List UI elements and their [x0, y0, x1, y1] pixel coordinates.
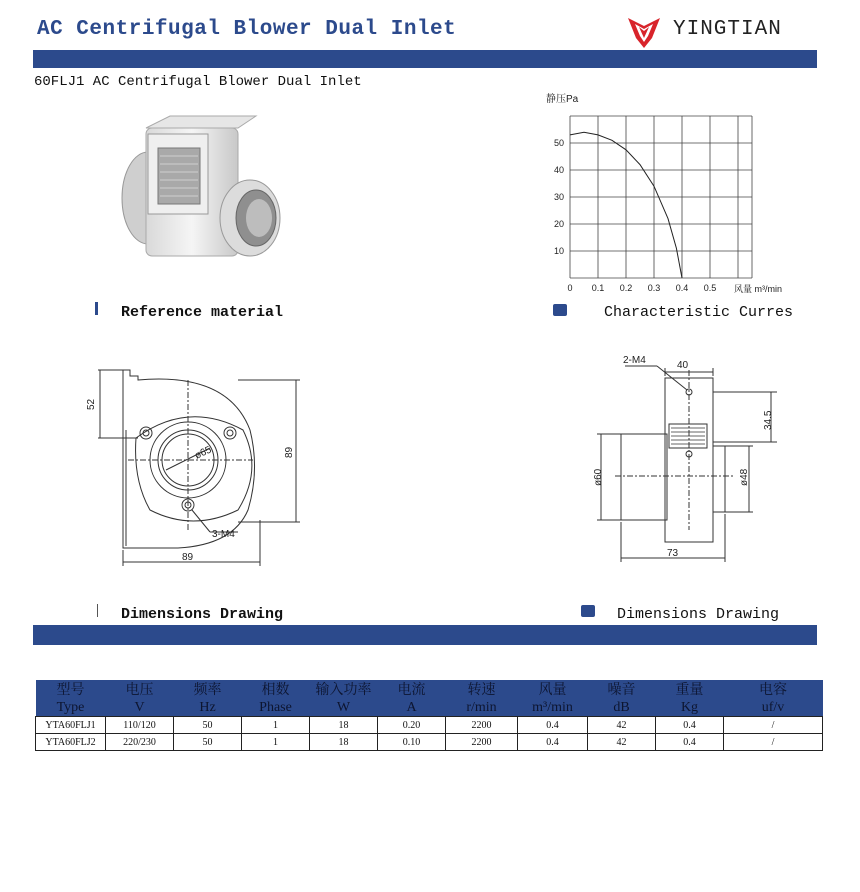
table-cell: 0.20: [378, 717, 446, 734]
table-cell: 110/120: [106, 717, 174, 734]
table-cell: 220/230: [106, 734, 174, 751]
table-cell: 42: [588, 734, 656, 751]
table-header-zh: 电压: [125, 683, 154, 698]
divider-bar: [33, 625, 817, 645]
dim-89-bottom: 89: [182, 552, 194, 563]
table-cell: 1: [242, 734, 310, 751]
table-cell: 0.4: [656, 734, 724, 751]
table-cell: 0.4: [518, 734, 588, 751]
table-header-en: dB: [613, 700, 630, 715]
dim-40: 40: [677, 360, 689, 371]
dimensions-drawing-right-label: Dimensions Drawing: [617, 606, 780, 623]
table-cell: 0.10: [378, 734, 446, 751]
dimensions-right-marker: [581, 605, 595, 617]
chart-x-tick-label: 0.1: [591, 283, 605, 293]
table-header-zh: 输入功率: [315, 683, 372, 698]
table-cell: 18: [310, 734, 378, 751]
dim-89-side: 89: [284, 446, 295, 458]
table-header-cell: [378, 680, 446, 717]
table-header-en: m³/min: [532, 700, 573, 715]
table-header-zh: 风量: [538, 683, 567, 698]
table-header-en: Phase: [259, 700, 292, 715]
table-header-en: Type: [56, 700, 85, 715]
table-header-cell: [106, 680, 174, 717]
table-row: [36, 717, 823, 734]
table-header-zh: 重量: [675, 683, 704, 698]
table-header-cell: [36, 680, 106, 717]
table-header-en: A: [406, 700, 417, 715]
side-view-drawing: [585, 350, 785, 575]
table-cell: 18: [310, 717, 378, 734]
table-row: [36, 734, 823, 751]
table-cell: 42: [588, 717, 656, 734]
blower-photo: [108, 108, 288, 278]
characteristic-curves-label: Characteristic Curres: [604, 304, 794, 321]
reference-marker: [95, 302, 98, 315]
table-header-en: Kg: [680, 700, 699, 715]
table-header-row: [36, 680, 823, 717]
reference-material-label: Reference material: [121, 304, 284, 321]
dim-34-5: 34.5: [763, 410, 774, 430]
table-header-zh: 型号: [56, 683, 85, 698]
dimensions-left-marker: [97, 604, 98, 617]
table-header-cell: [310, 680, 378, 717]
dim-73: 73: [667, 548, 679, 559]
table-cell: 2200: [446, 717, 518, 734]
table-cell: 0.4: [656, 717, 724, 734]
table-header-zh: 噪音: [607, 683, 636, 698]
table-cell: YTA60FLJ2: [36, 734, 106, 751]
table-cell: 0.4: [518, 717, 588, 734]
characteristic-marker: [553, 304, 567, 316]
table-header-zh: 相数: [261, 683, 290, 698]
page-title: AC Centrifugal Blower Dual Inlet: [37, 18, 457, 41]
chart-x-tick-label: 0.2: [619, 283, 633, 293]
table-header-cell: [588, 680, 656, 717]
spec-table: [35, 680, 823, 751]
chart-x-tick-label: 0.3: [647, 283, 661, 293]
table-cell: /: [724, 734, 823, 751]
chart-y-ticks: [554, 138, 564, 256]
table-header-cell: [446, 680, 518, 717]
yingtian-logo-icon: [624, 12, 664, 52]
table-header-zh: 转速: [467, 683, 496, 698]
table-header-cell: [518, 680, 588, 717]
table-header-cell: [724, 680, 823, 717]
table-cell: 50: [174, 734, 242, 751]
chart-y-tick-label: 20: [553, 219, 564, 229]
dim-phi65: ø65: [193, 444, 214, 462]
chart-x-tick-label: 0: [567, 283, 573, 293]
table-header-zh: 电流: [397, 683, 426, 698]
dim-3m4: 3-M4: [212, 529, 235, 540]
chart-x-tick-label: 0.4: [675, 283, 689, 293]
chart-y-tick-label: 30: [553, 192, 564, 202]
dimensions-drawing-left-label: Dimensions Drawing: [121, 606, 284, 623]
characteristic-chart: [538, 88, 800, 298]
product-subtitle: 60FLJ1 AC Centrifugal Blower Dual Inlet: [34, 74, 362, 90]
table-header-en: V: [134, 700, 145, 715]
table-header-cell: [174, 680, 242, 717]
chart-y-tick-label: 40: [553, 165, 564, 175]
table-header-en: W: [336, 700, 351, 715]
dim-phi60: ø60: [593, 468, 604, 486]
table-cell: 2200: [446, 734, 518, 751]
chart-x-tick-label: 0.5: [703, 283, 717, 293]
table-header-zh: 电容: [759, 683, 787, 698]
chart-y-tick-label: 10: [553, 246, 564, 256]
table-header-en: r/min: [466, 700, 497, 715]
table-cell: 50: [174, 717, 242, 734]
table-header-en: Hz: [199, 700, 216, 715]
table-header-zh: 频率: [193, 683, 222, 698]
table-cell: 1: [242, 717, 310, 734]
chart-grid: [570, 116, 752, 278]
dim-phi48: ø48: [739, 468, 750, 486]
chart-y-tick-label: 50: [553, 138, 564, 148]
header-bar: [33, 50, 817, 68]
dim-2m4: 2-M4: [623, 355, 646, 366]
dim-52: 52: [86, 398, 97, 410]
table-header-en: uf/v: [761, 700, 785, 715]
brand-name: YINGTIAN: [673, 18, 782, 41]
chart-x-axis-label: 风量 m³/min: [734, 284, 782, 294]
chart-y-axis-label: 静压Pa: [546, 94, 579, 105]
table-header-cell: [242, 680, 310, 717]
table-cell: YTA60FLJ1: [36, 717, 106, 734]
table-cell: /: [724, 717, 823, 734]
table-header-cell: [656, 680, 724, 717]
front-view-drawing: [78, 360, 318, 575]
chart-x-ticks: [567, 283, 716, 293]
